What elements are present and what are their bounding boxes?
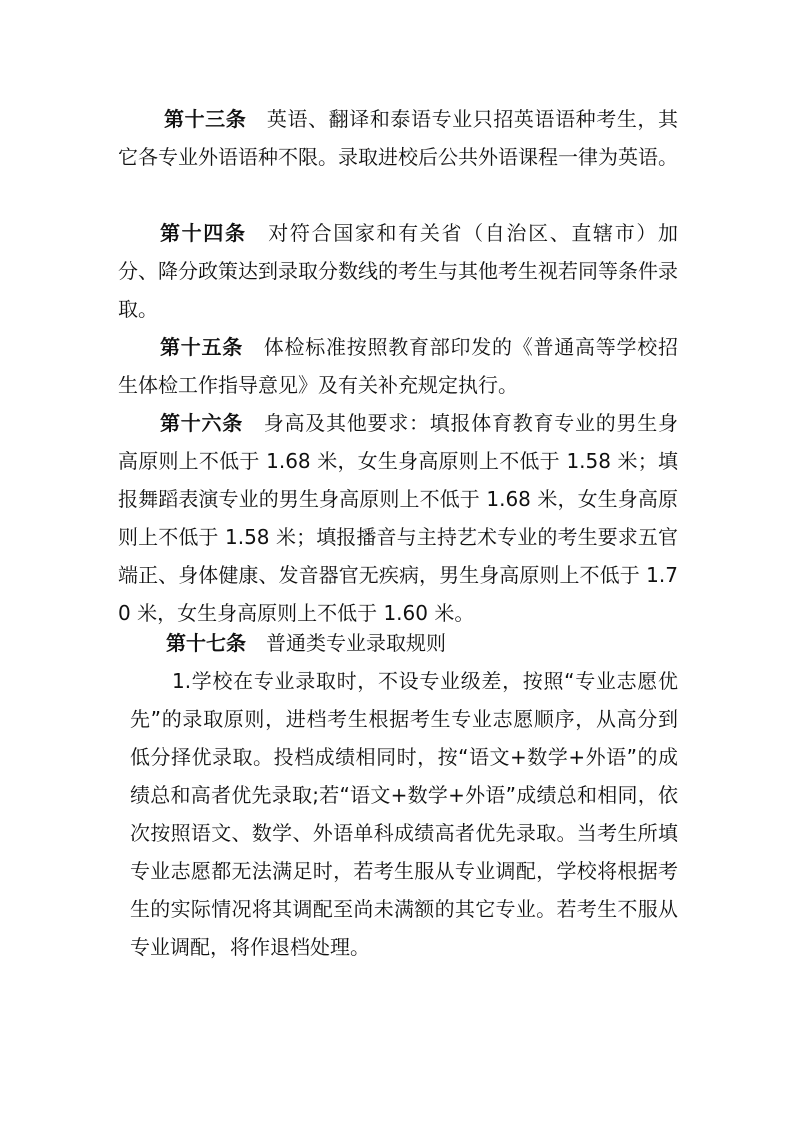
article-17-text: 普通类专业录取规则 (266, 631, 446, 655)
article-15-text: 体检标准按照教育部印发的《普通高等学校招生体检工作指导意见》及有关补充规定执行。 (118, 335, 678, 397)
article-16-text: 身高及其他要求：填报体育教育专业的男生身高原则上不低于 1.68 米，女生身高原则上不低于 1.58 米；填报舞蹈表演专业的男生身高原则上不低于 1.68 米，女生身高原则上不低于 1.58 米；填报播音与主持艺术专业的考生要求五官端正、身体健康、发音器官无疾病，男生身高原则上不低于 1.70 米，女生身高原则上不低于 1.60 米。 (118, 411, 678, 625)
article-15 (118, 328, 678, 404)
article-13 (118, 100, 678, 176)
article-15-heading: 第十五条 (160, 335, 243, 359)
article-16 (118, 404, 678, 632)
article-17 (118, 624, 678, 662)
article-17-heading: 第十七条 (166, 631, 246, 655)
article-17-item-1: 1.学校在专业录取时，不设专业级差，按照“专业志愿优先”的录取原则，进档考生根据考生专业志愿顺序，从高分到低分择优录取。投档成绩相同时，按“语文+数学+外语”的成绩总和高者优先录取;若“语文+数学+外语”成绩总和相同，依次按照语文、数学、外语单科成绩高者优先录取。当考生所填专业志愿都无法满足时，若考生服从专业调配，学校将根据考生的实际情况将其调配至尚未满额的其它专业。若考生不服从专业调配，将作退档处理。 (130, 669, 678, 959)
article-14-heading: 第十四条 (160, 221, 247, 245)
article-13-heading: 第十三条 (164, 107, 247, 131)
article-16-heading: 第十六条 (160, 411, 243, 435)
article-14-text: 对符合国家和有关省（自治区、直辖市）加分、降分政策达到录取分数线的考生与其他考生视若同等条件录取。 (118, 221, 679, 321)
article-14 (118, 214, 678, 328)
article-13-text: 英语、翻译和泰语专业只招英语语种考生，其它各专业外语语种不限。录取进校后公共外语课程一律为英语。 (118, 107, 679, 169)
